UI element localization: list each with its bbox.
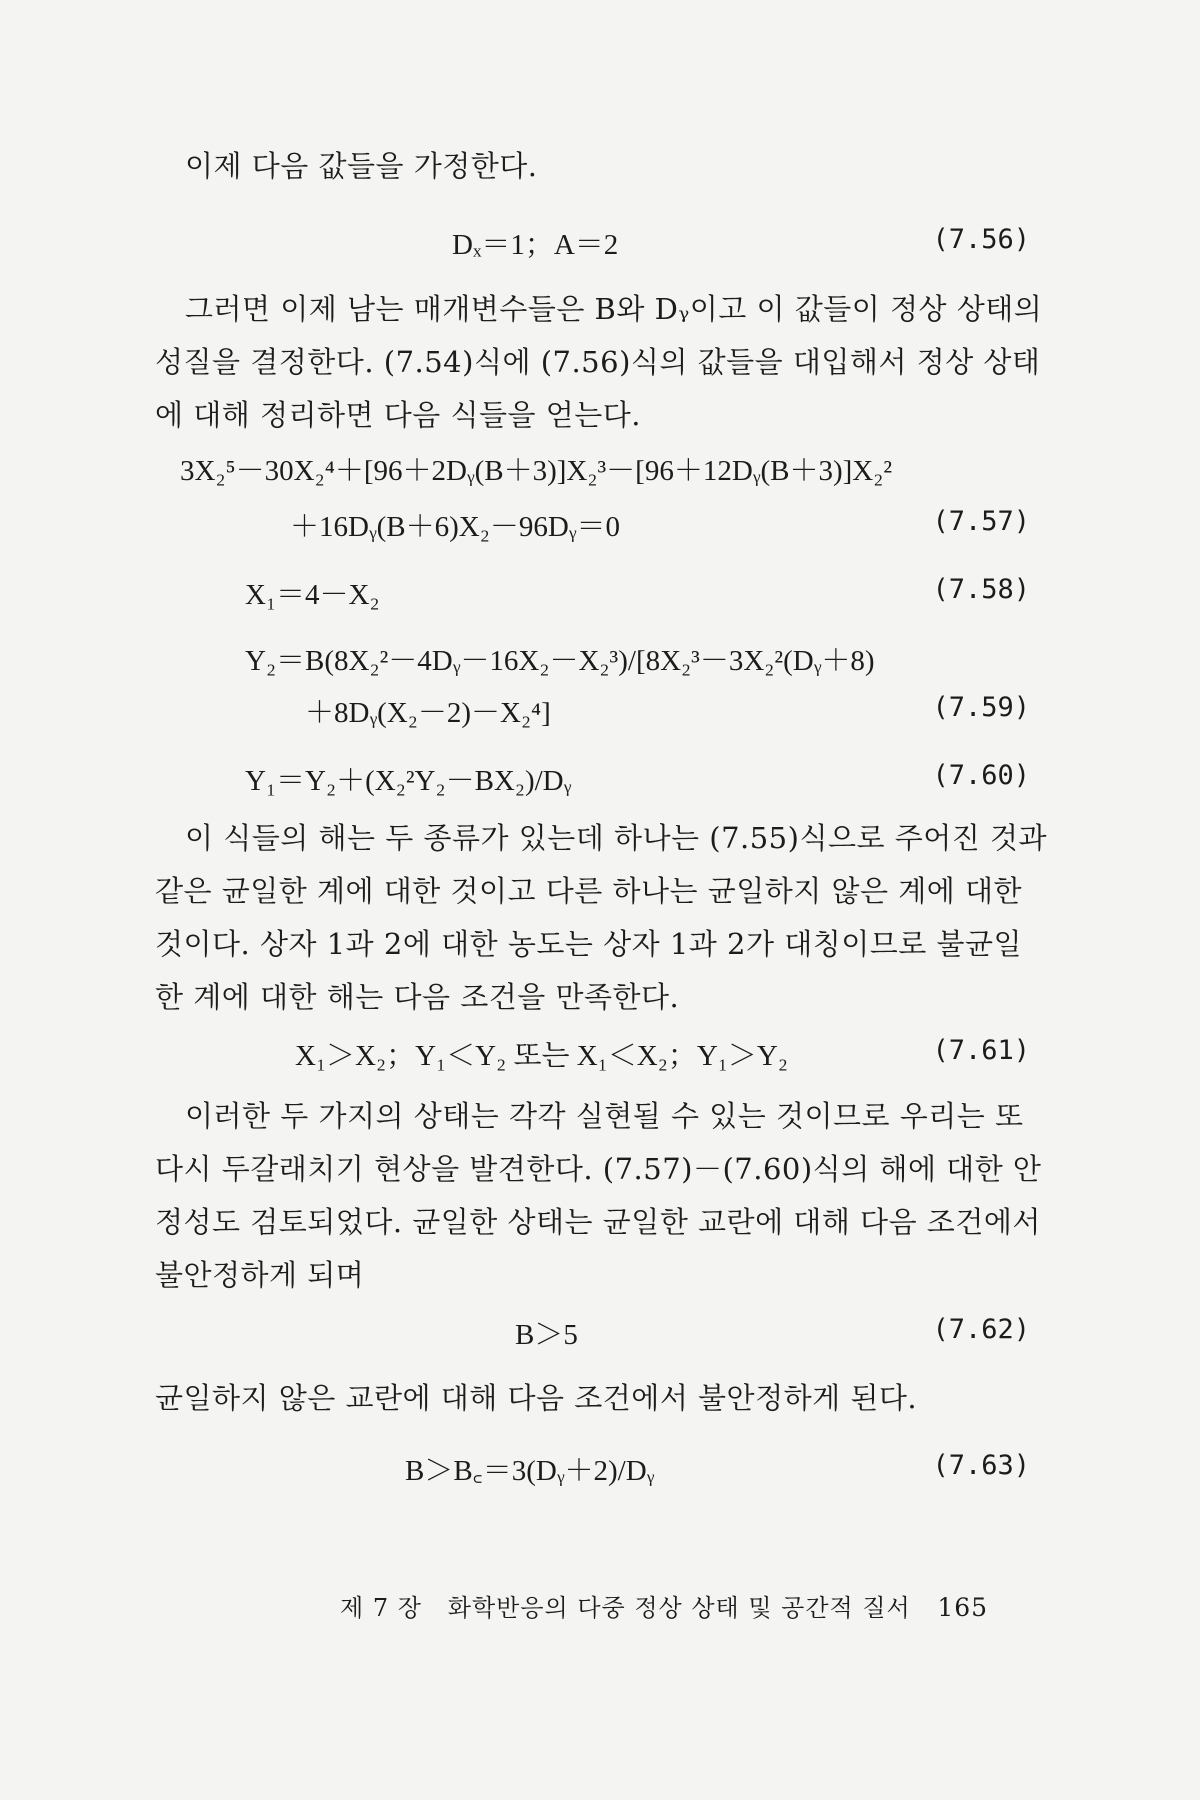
footer-chapter: 제 7 장	[340, 1594, 422, 1622]
equation-7-59-line-2: ＋8Dᵧ(X₂－2)－X₂⁴]	[305, 697, 551, 729]
running-footer	[340, 1588, 988, 1623]
text-line: 같은 균일한 계에 대한 것이고 다른 하나는 균일하지 않은 계에 대한	[155, 874, 1023, 908]
text-line: 성질을 결정한다. (7.54)식에 (7.56)식의 값들을 대입해서 정상 상태	[155, 345, 1041, 379]
equation-7-59-line-1: Y₂＝B(8X₂²－4Dᵧ－16X₂－X₂³)/[8X₂³－3X₂²(Dᵧ＋8)	[245, 645, 875, 677]
text-line: 한 계에 대한 해는 다음 조건을 만족한다.	[155, 980, 680, 1014]
text-line: 것이다. 상자 1과 2에 대한 농도는 상자 1과 2가 대칭이므로 불균일	[155, 927, 1023, 961]
equation-7-63: B＞B꜀＝3(Dᵧ＋2)/Dᵧ	[405, 1455, 655, 1487]
text-line: 이제 다음 값들을 가정한다.	[185, 149, 538, 183]
equation-7-62: B＞5	[515, 1319, 578, 1351]
equation-number-7-62: (7.62)	[932, 1314, 1030, 1345]
paragraph-2	[155, 283, 1043, 442]
text-line: 이러한 두 가지의 상태는 각각 실현될 수 있는 것이므로 우리는 또	[185, 1099, 1024, 1133]
page-number: 165	[937, 1593, 989, 1622]
paragraph-3	[155, 812, 1047, 1024]
equation-number-7-60: (7.60)	[932, 760, 1030, 791]
text-line: 다시 두갈래치기 현상을 발견한다. (7.57)－(7.60)식의 해에 대한 안	[155, 1152, 1042, 1186]
text-line: 그러면 이제 남는 매개변수들은 B와 Dᵧ이고 이 값들이 정상 상태의	[185, 292, 1043, 326]
equation-number-7-57: (7.57)	[932, 506, 1030, 537]
equation-7-60: Y₁＝Y₂＋(X₂²Y₂－BX₂)/Dᵧ	[245, 765, 572, 797]
equation-number-7-59: (7.59)	[932, 692, 1030, 723]
equation-7-61: X₁＞X₂；Y₁＜Y₂ 또는 X₁＜X₂；Y₁＞Y₂	[295, 1040, 788, 1072]
equation-number-7-61: (7.61)	[932, 1035, 1030, 1066]
equation-7-58: X₁＝4－X₂	[245, 579, 380, 611]
equation-7-56: Dₓ＝1；A＝2	[452, 229, 619, 261]
footer-title: 화학반응의 다중 정상 상태 및 공간적 질서	[447, 1594, 911, 1622]
paragraph-1	[155, 140, 1035, 193]
equation-7-57-line-2: ＋16Dᵧ(B＋6)X₂－96Dᵧ＝0	[290, 511, 620, 543]
equation-number-7-58: (7.58)	[932, 574, 1030, 605]
paragraph-5	[155, 1372, 1035, 1425]
equation-number-7-63: (7.63)	[932, 1450, 1030, 1481]
text-line: 이 식들의 해는 두 종류가 있는데 하나는 (7.55)식으로 주어진 것과	[185, 821, 1047, 855]
paragraph-4	[155, 1090, 1042, 1302]
text-line: 균일하지 않은 교란에 대해 다음 조건에서 불안정하게 된다.	[155, 1381, 918, 1415]
equation-number-7-56: (7.56)	[932, 224, 1030, 255]
text-line: 정성도 검토되었다. 균일한 상태는 균일한 교란에 대해 다음 조건에서	[155, 1205, 1041, 1239]
text-line: 에 대해 정리하면 다음 식들을 얻는다.	[155, 398, 642, 432]
equation-7-57-line-1: 3X₂⁵－30X₂⁴＋[96＋2Dᵧ(B＋3)]X₂³－[96＋12Dᵧ(B＋3)]X₂²	[180, 455, 893, 487]
text-line: 불안정하게 되며	[155, 1258, 365, 1292]
